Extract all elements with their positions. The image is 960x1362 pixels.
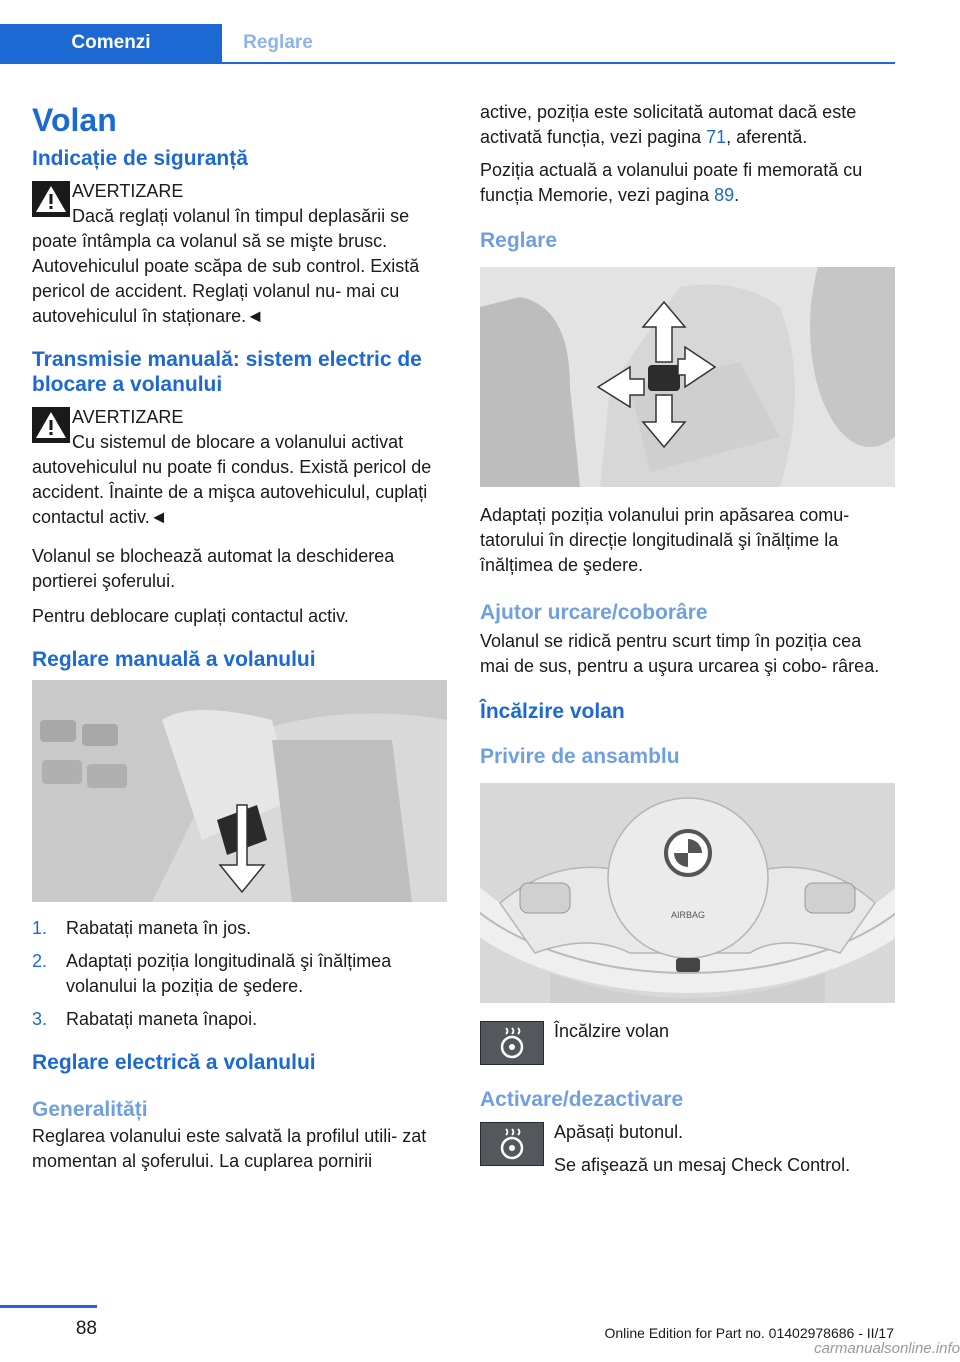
toggle-step-2: Se afişează un mesaj Check Control. (554, 1155, 851, 1175)
chapter-tabs (0, 24, 895, 64)
left-column (32, 100, 447, 1184)
heating-heading: Încălzire volan (480, 700, 625, 723)
list-item: 1. Rabatați maneta în jos. (32, 918, 252, 938)
adjust-heading: Reglare (480, 229, 558, 252)
electric-switch-illustration (480, 267, 895, 487)
lock-paragraph: Volanul se blochează automat la deschiderea portierei şoferului. (32, 546, 395, 591)
warning-block-2 (32, 405, 447, 530)
page-link-71[interactable]: 71 (706, 127, 727, 147)
overview-heading: Privire de ansamblu (480, 745, 680, 768)
toggle-step-1: Apăsați butonul. (554, 1122, 684, 1142)
warning-label: AVERTIZARE (72, 407, 184, 427)
unlock-paragraph: Pentru deblocare cuplați contactul activ. (32, 606, 349, 626)
continued-paragraph: active, poziția este solicitată automat dacă este activată funcția, vezi pagina 71, aferentă. (480, 102, 857, 147)
page-title: Volan (32, 102, 117, 138)
right-column (480, 100, 895, 1192)
manual-transmission-heading: Transmisie manuală: sistem electric de blocare a volanului (32, 348, 422, 396)
entry-paragraph: Volanul se ridică pentru scurt timp în poziția cea mai de sus, pentru a uşura urcarea şi cobo- rârea. (480, 631, 880, 676)
tab-comenzi[interactable]: Comenzi (0, 24, 222, 62)
warning-text: Dacă reglați volanul în timpul deplasării se poate întâmpla ca volanul să se mişte brusc. Autovehiculul poate scăpa de sub control. Există pericol de accident. Reglați volanul nu- mai cu autovehiculul în staționare.◄ (32, 206, 420, 326)
safety-heading: Indicație de siguranță (32, 147, 248, 170)
general-paragraph: Reglarea volanului este salvată la profilul utili- zat momentan al şoferului. La cuplarea pornirii (32, 1126, 427, 1171)
page-number: 88 (75, 1318, 97, 1339)
edition-label: Online Edition for Part no. 01402978686 - II/17 (604, 1325, 894, 1341)
heating-icon-label: Încălzire volan (554, 1021, 670, 1041)
footer-rule (0, 1305, 97, 1308)
toggle-heading: Activare/dezactivare (480, 1088, 684, 1111)
warning-triangle-icon (32, 181, 70, 217)
tab-reglare[interactable]: Reglare (243, 32, 313, 53)
watermark: carmanualsonline.info (814, 1340, 960, 1357)
entry-heading: Ajutor urcare/coborâre (480, 601, 708, 624)
memory-paragraph: Poziția actuală a volanului poate fi memorată cu funcția Memorie, vezi pagina 89. (480, 160, 863, 205)
steering-wheel-heating-button-icon[interactable] (480, 1122, 544, 1166)
list-item: 3. Rabatați maneta înapoi. (32, 1009, 258, 1029)
adjust-paragraph: Adaptați poziția volanului prin apăsarea comu- tatorului în direcție longitudinală şi înălțime la înălțimea de şedere. (480, 505, 850, 575)
toggle-icon-row (480, 1120, 895, 1178)
warning-text: Cu sistemul de blocare a volanului activat autovehiculul nu poate fi condus. Există pericol de accident. Înainte de a mişca autovehiculul, cuplați contactul activ.◄ (32, 432, 432, 527)
warning-label: AVERTIZARE (72, 181, 184, 201)
manual-adjust-heading: Reglare manuală a volanului (32, 648, 316, 671)
airbag-label: AIRBAG (670, 910, 706, 920)
warning-triangle-icon (32, 407, 70, 443)
electric-adjust-heading: Reglare electrică a volanului (32, 1051, 316, 1074)
manual-lever-illustration (32, 680, 447, 902)
list-item: 2. Adaptați poziția longitudinală şi înălțimea volanului la poziția de şedere. (32, 951, 392, 996)
steering-wheel-heating-icon (480, 1021, 544, 1065)
page-link-89[interactable]: 89 (714, 185, 735, 205)
warning-block-1 (32, 179, 447, 329)
heating-icon-row (480, 1019, 895, 1065)
manual-steps-list (32, 916, 447, 1032)
general-heading: Generalități (32, 1098, 148, 1121)
steering-wheel-illustration (480, 783, 895, 1003)
